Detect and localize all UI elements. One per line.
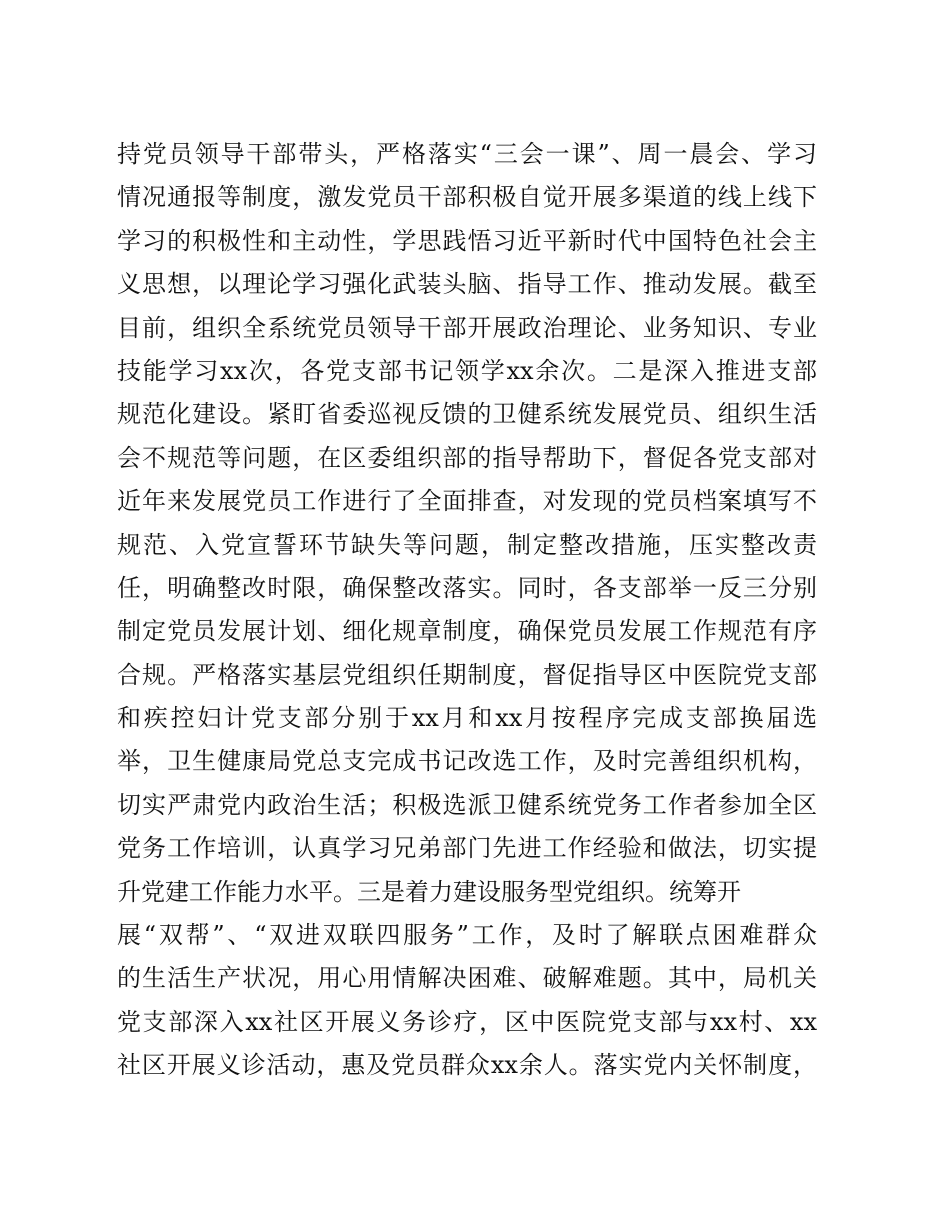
text-line-10: 规范、入党宣誓环节缺失等问题，制定整改措施，压实整改责 xyxy=(117,530,817,559)
text-line-6: 技能学习xx次，各党支部书记领学xx余次。二是深入推进支部 xyxy=(117,356,817,385)
text-line-14: 和疾控妇计党支部分别于xx月和xx月按程序完成支部换届选 xyxy=(117,704,817,733)
text-line-4: 义思想，以理论学习强化武装头脑、指导工作、推动发展。截至 xyxy=(117,270,817,299)
body-text xyxy=(117,133,817,1088)
text-line-12: 制定党员发展计划、细化规章制度，确保党员发展工作规范有序 xyxy=(117,617,817,646)
text-line-9: 近年来发展党员工作进行了全面排查，对发现的党员档案填写不 xyxy=(117,487,817,516)
text-line-5: 目前，组织全系统党员领导干部开展政治理论、业务知识、专业 xyxy=(117,313,817,342)
text-line-16: 切实严肃党内政治生活；积极选派卫健系统党务工作者参加全区 xyxy=(117,790,817,819)
text-line-13: 合规。严格落实基层党组织任期制度，督促指导区中医院党支部 xyxy=(117,660,817,689)
text-line-15: 举，卫生健康局党总支完成书记改选工作，及时完善组织机构， xyxy=(117,747,817,776)
text-line-21: 党支部深入xx社区开展义务诊疗，区中医院党支部与xx村、xx xyxy=(117,1007,817,1036)
text-line-19: 展“双帮”、“双进双联四服务”工作，及时了解联点困难群众 xyxy=(117,921,817,950)
text-line-3: 学习的积极性和主动性，学思践悟习近平新时代中国特色社会主 xyxy=(117,226,817,255)
text-line-2: 情况通报等制度，激发党员干部积极自觉开展多渠道的线上线下 xyxy=(117,183,817,212)
text-line-17: 党务工作培训，认真学习兄弟部门先进工作经验和做法，切实提 xyxy=(117,834,817,863)
text-line-11: 任，明确整改时限，确保整改落实。同时，各支部举一反三分别 xyxy=(117,573,817,602)
text-line-18: 升党建工作能力水平。三是着力建设服务型党组织。统筹开 xyxy=(117,877,741,906)
text-line-1: 持党员领导干部带头，严格落实“三会一课”、周一晨会、学习 xyxy=(117,140,817,168)
text-line-7: 规范化建设。紧盯省委巡视反馈的卫健系统发展党员、组织生活 xyxy=(117,400,817,429)
text-line-22: 社区开展义诊活动，惠及党员群众xx余人。落实党内关怀制度， xyxy=(117,1051,817,1080)
text-line-8: 会不规范等问题，在区委组织部的指导帮助下，督促各党支部对 xyxy=(117,443,817,472)
text-line-20: 的生活生产状况，用心用情解决困难、破解难题。其中，局机关 xyxy=(117,964,817,993)
